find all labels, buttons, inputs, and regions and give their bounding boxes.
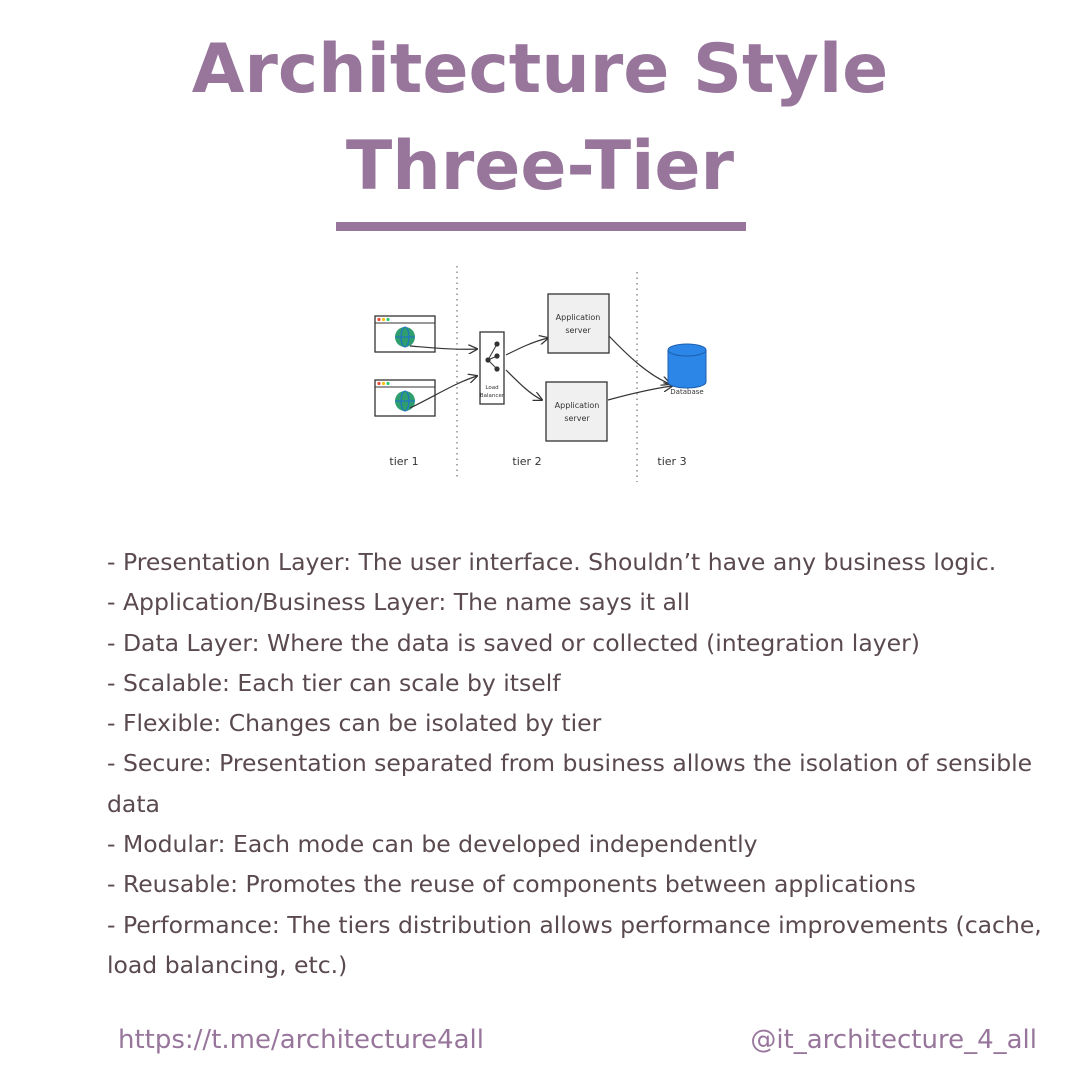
bullet-application-layer: - Application/Business Layer: The name says it all [107,588,690,617]
bullet-secure: - Secure: Presentation separated from business allows the isolation of sensible data [107,749,1033,818]
globe-icon [395,391,415,411]
bullet-data-layer: - Data Layer: Where the data is saved or collected (integration layer) [107,628,920,657]
author-handle: @it_architecture_4_all [750,1025,1037,1055]
arrow-server1-to-db [609,336,670,384]
bullet-performance: - Performance: The tiers distribution allows performance improvements (cache, load balancing, etc.) [107,910,1042,979]
bullet-scalable: - Scalable: Each tier can scale by itself [107,668,561,697]
three-tier-diagram [340,258,730,488]
database-icon [668,344,706,388]
browser-window-icon [375,316,435,352]
globe-icon [395,327,415,347]
browser-window-icon [375,380,435,416]
app-server-2-label-2: server [564,414,590,423]
title-line-1: Architecture Style [191,30,889,109]
tier-label-3: tier 3 [657,455,687,468]
application-server-1 [548,294,609,353]
title-underline [336,222,746,231]
telegram-link[interactable]: https://t.me/architecture4all [118,1025,484,1055]
bullet-flexible: - Flexible: Changes can be isolated by tier [107,709,602,738]
bullet-list [107,542,1047,985]
application-server-2 [546,382,607,441]
title-line-2: Three-Tier [345,127,735,206]
bullet-reusable: - Reusable: Promotes the reuse of components between applications [107,870,916,899]
load-balancer-label-1: Load [485,385,499,391]
app-server-1-label-2: server [565,326,591,335]
bullet-presentation-layer: - Presentation Layer: The user interface. Shouldn’t have any business logic. [107,548,997,576]
app-server-1-label-1: Application [555,313,601,322]
tier-label-2: tier 2 [512,455,542,468]
load-balancer [480,332,505,404]
arrow-lb-to-server2 [506,370,542,400]
load-balancer-label-2: Balancer [479,393,505,399]
app-server-2-label-1: Application [554,401,600,410]
arrow-lb-to-server1 [506,338,548,355]
bullet-modular: - Modular: Each mode can be developed independently [107,830,758,859]
tier-label-1: tier 1 [389,455,419,468]
database-label: Database [670,388,704,396]
arrow-server2-to-db [608,386,672,400]
